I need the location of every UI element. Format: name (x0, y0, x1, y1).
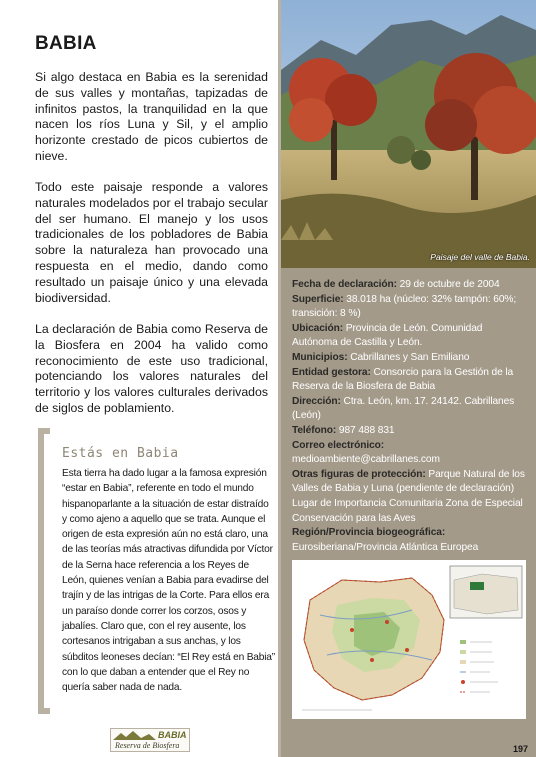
landscape-photo (281, 0, 536, 268)
info-row-email: Correo electrónico: medioambiente@cabrillanes.com (292, 439, 440, 466)
map-image (292, 560, 526, 719)
info-row-surface: Superficie: 38.018 ha (núcleo: 32% tampón: 60%; transición: 8 %) (292, 293, 517, 320)
info-row-phone: Teléfono: 987 488 831 (292, 424, 395, 436)
paragraph-2: Todo este paisaje responde a valores naturales modelados por el trabajo secular del ser humano. El manejo y los usos tradicionales de los pobladores de Babia sobre la naturaleza han provocado una respuesta en el medio, dando como resultado un paisaje único y una elevada biodiversidad. (35, 180, 268, 305)
info-panel (292, 278, 530, 555)
logo-name: BABIA (158, 730, 187, 740)
info-row-address: Dirección: Ctra. León, km. 17. 24142. Cabrillanes (León) (292, 395, 515, 422)
info-row-location: Ubicación: Provincia de León. Comunidad Autónoma de Castilla y León. (292, 322, 483, 349)
paragraph-1: Si algo destaca en Babia es la serenidad de sus valles y montañas, tapizadas de infinitos pastos, la tranquilidad en la que nacen los ríos Luna y Sil, y el amplio horizonte crestado de picos cubiertos de nieve. (35, 70, 268, 163)
info-row-date: Fecha de declaración: 29 de octubre de 2004 (292, 279, 500, 290)
box-bracket (38, 428, 50, 714)
info-row-protection: Otras figuras de protección: Parque Natural de los Valles de Babia y Luna (pendiente de declaración) Lugar de Importancia Comunitaria Zona de Especial Conservación para las Aves (292, 468, 525, 524)
page-title: BABIA (35, 33, 97, 54)
info-row-biogeographic: Región/Provincia biogeográfica: Eurosiberiana/Provincia Atlántica Europea (292, 527, 479, 553)
box-title: Estás en Babia (62, 446, 179, 461)
info-row-managing-entity: Entidad gestora: Consorcio para la Gestión de la Reserva de la Biosfera de Babia (292, 366, 514, 393)
reserve-logo (110, 728, 190, 752)
info-row-municipalities: Municipios: Cabrillanes y San Emiliano (292, 351, 470, 363)
logo-subtitle: Reserva de Biosfera (115, 741, 180, 750)
photo-caption: Paisaje del valle de Babia. (430, 252, 530, 262)
reserve-map (292, 560, 526, 719)
landscape-image (281, 0, 536, 268)
page-number: 197 (512, 744, 528, 754)
paragraph-3: La declaración de Babia como Reserva de la Biosfera en 2004 ha valido como reconocimiento de este uso tradicional, potenciando los valores naturales del territorio y los valores culturales derivados de siglos de poblamiento. (35, 322, 268, 415)
box-text: Esta tierra ha dado lugar a la famosa expresión “estar en Babia”, referente en todo el mundo hispanoparlante a la situación de estar distraído y como ajeno a aquello que se trata. Aunque el origen de esta expresión aún no está claro, una de las teorías más atractivas difundida por Víctor de la Serna hace referencia a los Reyes de León, quienes venían a Babia para evadirse del trajín y de las intrigas de la Corte. Para ellos era un paraíso donde correr los corzos, osos y jabalíes. Claro que, con el rey ausente, los cortesanos intrigaban a sus anchas, y los súbditos leoneses decían: “El Rey está en Babia” con lo que daban a entender que el Rey no quería saber nada de nada. (62, 468, 275, 694)
